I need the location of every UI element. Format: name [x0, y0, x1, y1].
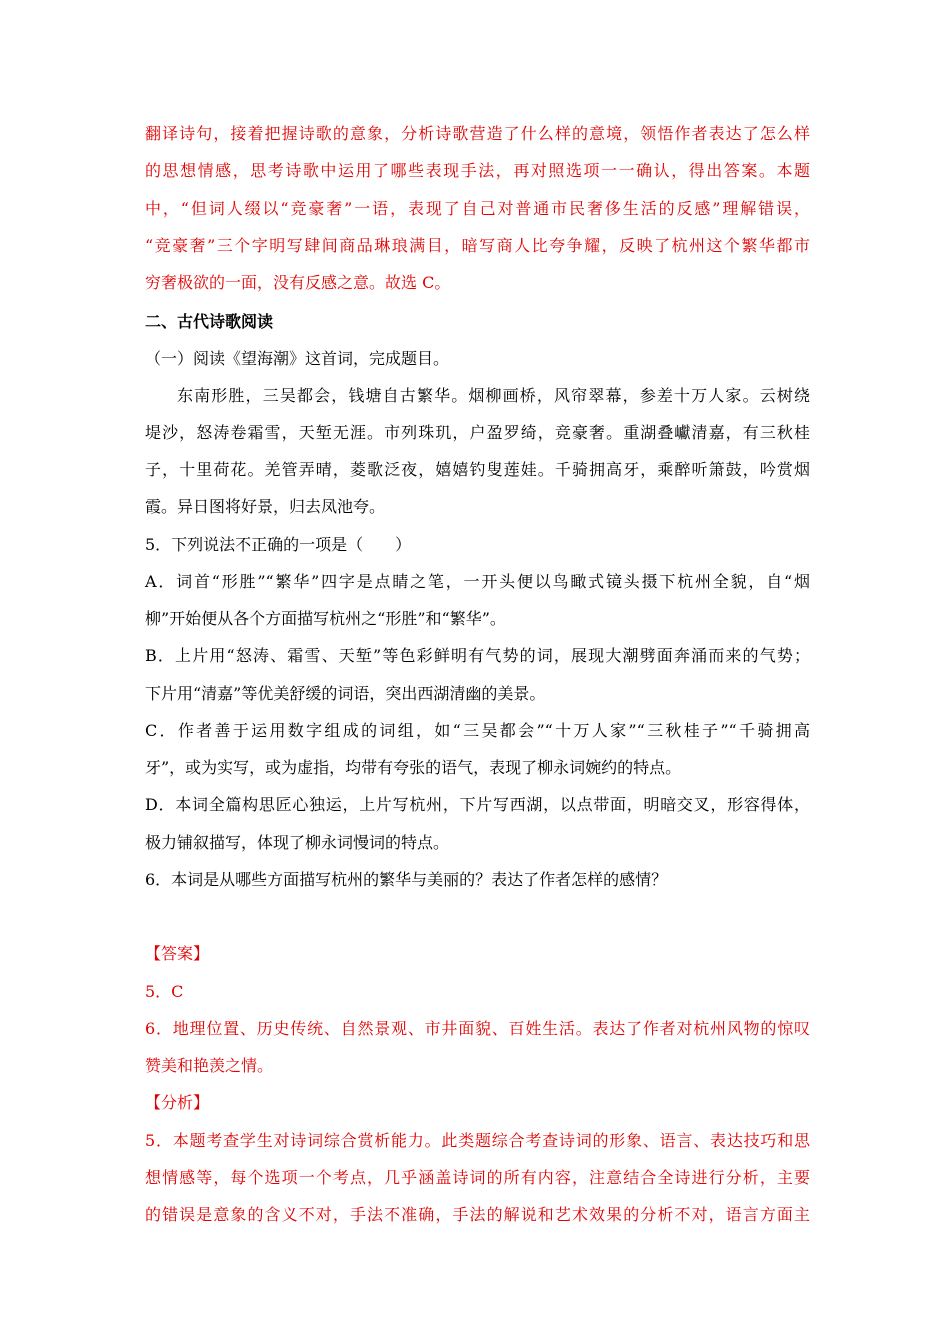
option-b-line: 下片用“清嘉”等优美舒缓的词语，突出西湖清幽的美景。	[145, 684, 546, 703]
option-c-line: 牙”，或为实写，或为虚指，均带有夸张的语气，表现了柳永词婉约的特点。	[145, 758, 682, 777]
poem-line: 堤沙，怒涛卷霜雪，天堑无涯。市列珠玑，户盈罗绮，竞豪奢。重湖叠巘清嘉，有三秋桂	[145, 423, 810, 442]
sub-title: （一）阅读《望海潮》这首词，完成题目。	[145, 349, 450, 368]
question-5: 5．下列说法不正确的一项是（ ）	[145, 535, 412, 554]
analysis-5-line: 5．本题考查学生对诗词综合赏析能力。此类题综合考查诗词的形象、语言、表达技巧和思	[145, 1131, 810, 1150]
analysis-5-line: 的错误是意象的含义不对，手法不准确，手法的解说和艺术效果的分析不对，语言方面主	[145, 1205, 810, 1224]
answer-5: 5．C	[145, 982, 184, 1001]
analysis-line: 穷奢极欲的一面，没有反感之意。故选 C。	[145, 273, 451, 292]
option-a-line: A．词首“形胜”“繁华”四字是点睛之笔，一开头便以鸟瞰式镜头摄下杭州全貌，自“烟	[145, 572, 810, 591]
section-title: 二、古代诗歌阅读	[145, 312, 274, 331]
analysis-line: “竞豪奢”三个字明写肆间商品琳琅满目，暗写商人比夸争耀，反映了杭州这个繁华都市	[145, 236, 810, 255]
answer-6-line: 赞美和艳羡之情。	[145, 1056, 274, 1075]
analysis-line: 翻译诗句，接着把握诗歌的意象，分析诗歌营造了什么样的意境，领悟作者表达了怎么样	[145, 124, 810, 143]
option-d-line: 极力铺叙描写，体现了柳永词慢词的特点。	[145, 833, 450, 852]
poem-line: 子，十里荷花。羌管弄晴，菱歌泛夜，嬉嬉钓叟莲娃。千骑拥高牙，乘醉听箫鼓，吟赏烟	[145, 460, 810, 479]
option-a-line: 柳”开始便从各个方面描写杭州之“形胜”和“繁华”。	[145, 609, 506, 628]
question-6: 6．本词是从哪些方面描写杭州的繁华与美丽的？表达了作者怎样的感情？	[145, 870, 668, 889]
analysis-line: 中，“但词人缀以“竞豪奢”一语，表现了自己对普通市民奢侈生活的反感”理解错误，	[145, 199, 810, 218]
option-c-line: C．作者善于运用数字组成的词组，如“三吴都会”“十万人家”“三秋桂子”“千骑拥高	[145, 721, 810, 740]
option-b-line: B．上片用“怒涛、霜雪、天堑”等色彩鲜明有气势的词，展现大潮劈面奔涌而来的气势；	[145, 646, 810, 665]
answer-label: 【答案】	[145, 944, 210, 963]
answer-6-line: 6．地理位置、历史传统、自然景观、市井面貌、百姓生活。表达了作者对杭州风物的惊叹	[145, 1019, 810, 1038]
analysis-label: 【分析】	[145, 1093, 210, 1112]
analysis-line: 的思想情感，思考诗歌中运用了哪些表现手法，再对照选项一一确认，得出答案。本题	[145, 161, 810, 180]
poem-line: 霞。异日图将好景，归去凤池夸。	[145, 497, 386, 516]
option-d-line: D．本词全篇构思匠心独运，上片写杭州，下片写西湖，以点带面，明暗交叉，形容得体，	[145, 795, 810, 814]
analysis-5-line: 想情感等，每个选项一个考点，几乎涵盖诗词的所有内容，注意结合全诗进行分析，主要	[145, 1168, 810, 1187]
poem-line: 东南形胜，三吴都会，钱塘自古繁华。烟柳画桥，风帘翠幕，参差十万人家。云树绕	[177, 386, 810, 405]
